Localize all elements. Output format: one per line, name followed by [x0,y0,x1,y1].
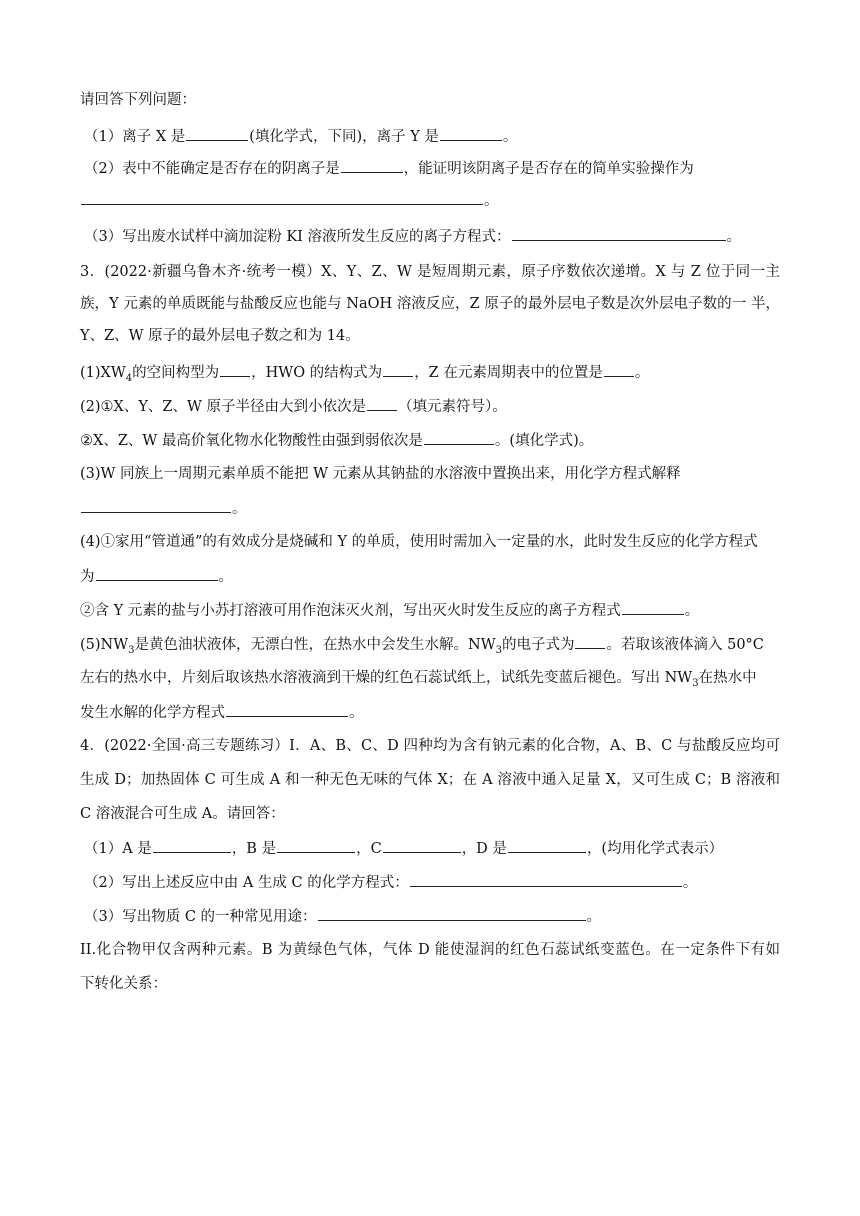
answer-blank[interactable] [622,600,684,615]
text: ，C [356,841,382,857]
answer-blank[interactable] [508,838,586,853]
problem-4-stem [80,804,285,824]
text: (5)NW [80,637,129,653]
problem-3-q1 [80,362,649,383]
text: （3）写出废水试样中滴加淀粉 KI 溶液所发生反应的离子方程式： [84,229,511,245]
text: (3)W 同族上一周期元素单质不能把 W 元素从其钠盐的水溶液中置换出来，用化学方程式解释 [80,466,681,482]
answer-blank[interactable] [424,430,494,445]
subscript: 4 [125,372,133,384]
answer-blank[interactable] [341,158,403,173]
text: C 溶液混合可生成 A。请回答： [80,806,285,822]
text: 。 [684,603,700,619]
text: （填元素符号）。 [398,399,507,415]
text: （1）离子 X 是 [84,129,186,145]
problem-3-q5-cont [80,668,757,688]
text: 。 [232,501,247,517]
text: 。 [218,569,233,585]
text: （2）写出上述反应中由 A 生成 C 的化学方程式： [84,875,409,891]
question-2-1 [84,126,517,147]
problem-3-stem [80,294,780,314]
answer-blank[interactable] [410,872,682,887]
text: 族，Y 元素的单质既能与盐酸反应也能与 NaOH 溶液反应，Z 原子的最外层电子数是次外层电子数的一 半， [80,296,780,312]
text: ，B 是 [231,841,277,857]
text: ，D 是 [461,841,507,857]
text: ，能证明该阴离子是否存在的简单实验操作为 [403,161,694,177]
text: II.化合物甲仅含两种元素。B 为黄绿色气体，气体 D 能使湿润的红色石蕊试纸变蓝色。在一定条件下有如 [80,942,780,958]
problem-4-q3 [84,906,601,927]
text: 生成 D；加热固体 C 可生成 A 和一种无色无味的气体 X；在 A 溶液中通入足量 X，又可生成 C；B 溶液和 [80,772,780,788]
text: ②X、Z、W 最高价氧化物水化物酸性由强到弱依次是 [80,433,423,449]
text: 。 [484,193,499,209]
text: 为 [80,569,95,585]
answer-blank[interactable] [367,396,397,411]
answer-blank[interactable] [220,362,250,377]
text: 下转化关系： [80,976,167,992]
answer-blank[interactable] [383,838,461,853]
text: (1)XW [80,365,126,381]
answer-blank[interactable] [186,126,248,141]
text: 。 [586,909,602,925]
text: （3）写出物质 C 的一种常见用途： [84,909,317,925]
text: 。 [682,875,698,891]
problem-3-q4b [80,600,699,621]
text: 左右的热水中，片刻后取该热水溶液滴到干燥的红色石蕊试纸上，试纸先变蓝后褪色。写出 NW [80,670,693,686]
text: 的电子式为 [501,637,575,653]
text: ，HWO 的结构式为 [251,365,383,381]
answer-blank[interactable] [604,362,634,377]
text: 。 [349,705,364,721]
instruction-line [80,90,196,110]
text: ，(均用化学式表示） [586,841,724,857]
problem-3-q4 [80,532,758,552]
text: 是黄色油状液体，无漂白性，在热水中会发生水解。NW [134,637,496,653]
subscript: 3 [128,644,135,656]
problem-3-q4-cont [80,566,233,587]
problem-4-part2 [80,940,780,960]
problem-3-q5-end [80,702,364,723]
answer-blank[interactable] [277,838,355,853]
answer-blank[interactable] [318,906,586,921]
text: (2)①X、Y、Z、W 原子半径由大到小依次是 [80,399,367,415]
text: 。(填化学式)。 [494,433,594,449]
text: 。若取该液体滴入 50°C [606,637,764,653]
answer-blank[interactable] [575,634,605,649]
text: 在热水中 [698,670,757,686]
problem-3-stem [80,326,360,346]
text: 。 [634,365,650,381]
text: (4)①家用“管道通”的有效成分是烧碱和 Y 的单质，使用时需加入一定量的水，此时发生反应的化学方程式 [80,534,758,550]
problem-3-q5 [80,634,764,655]
subscript: 3 [495,644,502,656]
text: (填化学式，下同)，离子 Y 是 [249,129,439,145]
text: Y、Z、W 原子的最外层电子数之和为 14。 [80,328,360,344]
problem-4-q2 [84,872,697,893]
answer-blank[interactable] [512,226,726,241]
text: （2）表中不能确定是否存在的阴离子是 [84,161,340,177]
problem-4-stem [80,770,780,790]
answer-blank[interactable] [383,362,413,377]
answer-blank[interactable] [81,498,231,513]
question-2-2 [84,158,694,179]
text: 请回答下列问题： [80,92,196,108]
answer-blank[interactable] [226,702,348,717]
problem-3-q3 [80,464,681,484]
text: 3．(2022·新疆乌鲁木齐·统考一模）X、Y、Z、W 是短周期元素，原子序数依次递增。X 与 Z 位于同一主 [80,264,780,280]
answer-blank[interactable] [440,126,502,141]
problem-3-stem [80,262,780,282]
text: 的空间构型为 [132,365,220,381]
text: 。 [726,229,742,245]
text: ②含 Y 元素的盐与小苏打溶液可用作泡沫灭火剂，写出灭火时发生反应的离子方程式 [80,603,621,619]
question-2-2-cont [80,190,499,211]
problem-4-part2 [80,974,167,994]
text: （1）A 是 [84,841,152,857]
answer-blank[interactable] [153,838,231,853]
subscript: 3 [692,677,699,689]
problem-3-q3-cont [80,498,247,519]
text: 。 [502,129,518,145]
text: ，Z 在元素周期表中的位置是 [414,365,603,381]
problem-3-q2b [80,430,593,451]
problem-4-stem [80,736,780,756]
problem-4-q1 [84,838,723,859]
answer-blank[interactable] [96,566,218,581]
text: 4．(2022·全国·高三专题练习）I．A、B、C、D 四种均为含有钠元素的化合物，A、B、C 与盐酸反应均可 [80,738,780,754]
question-2-3 [84,226,741,247]
text: 发生水解的化学方程式 [80,705,225,721]
answer-blank[interactable] [81,190,483,205]
problem-3-q2 [80,396,507,417]
